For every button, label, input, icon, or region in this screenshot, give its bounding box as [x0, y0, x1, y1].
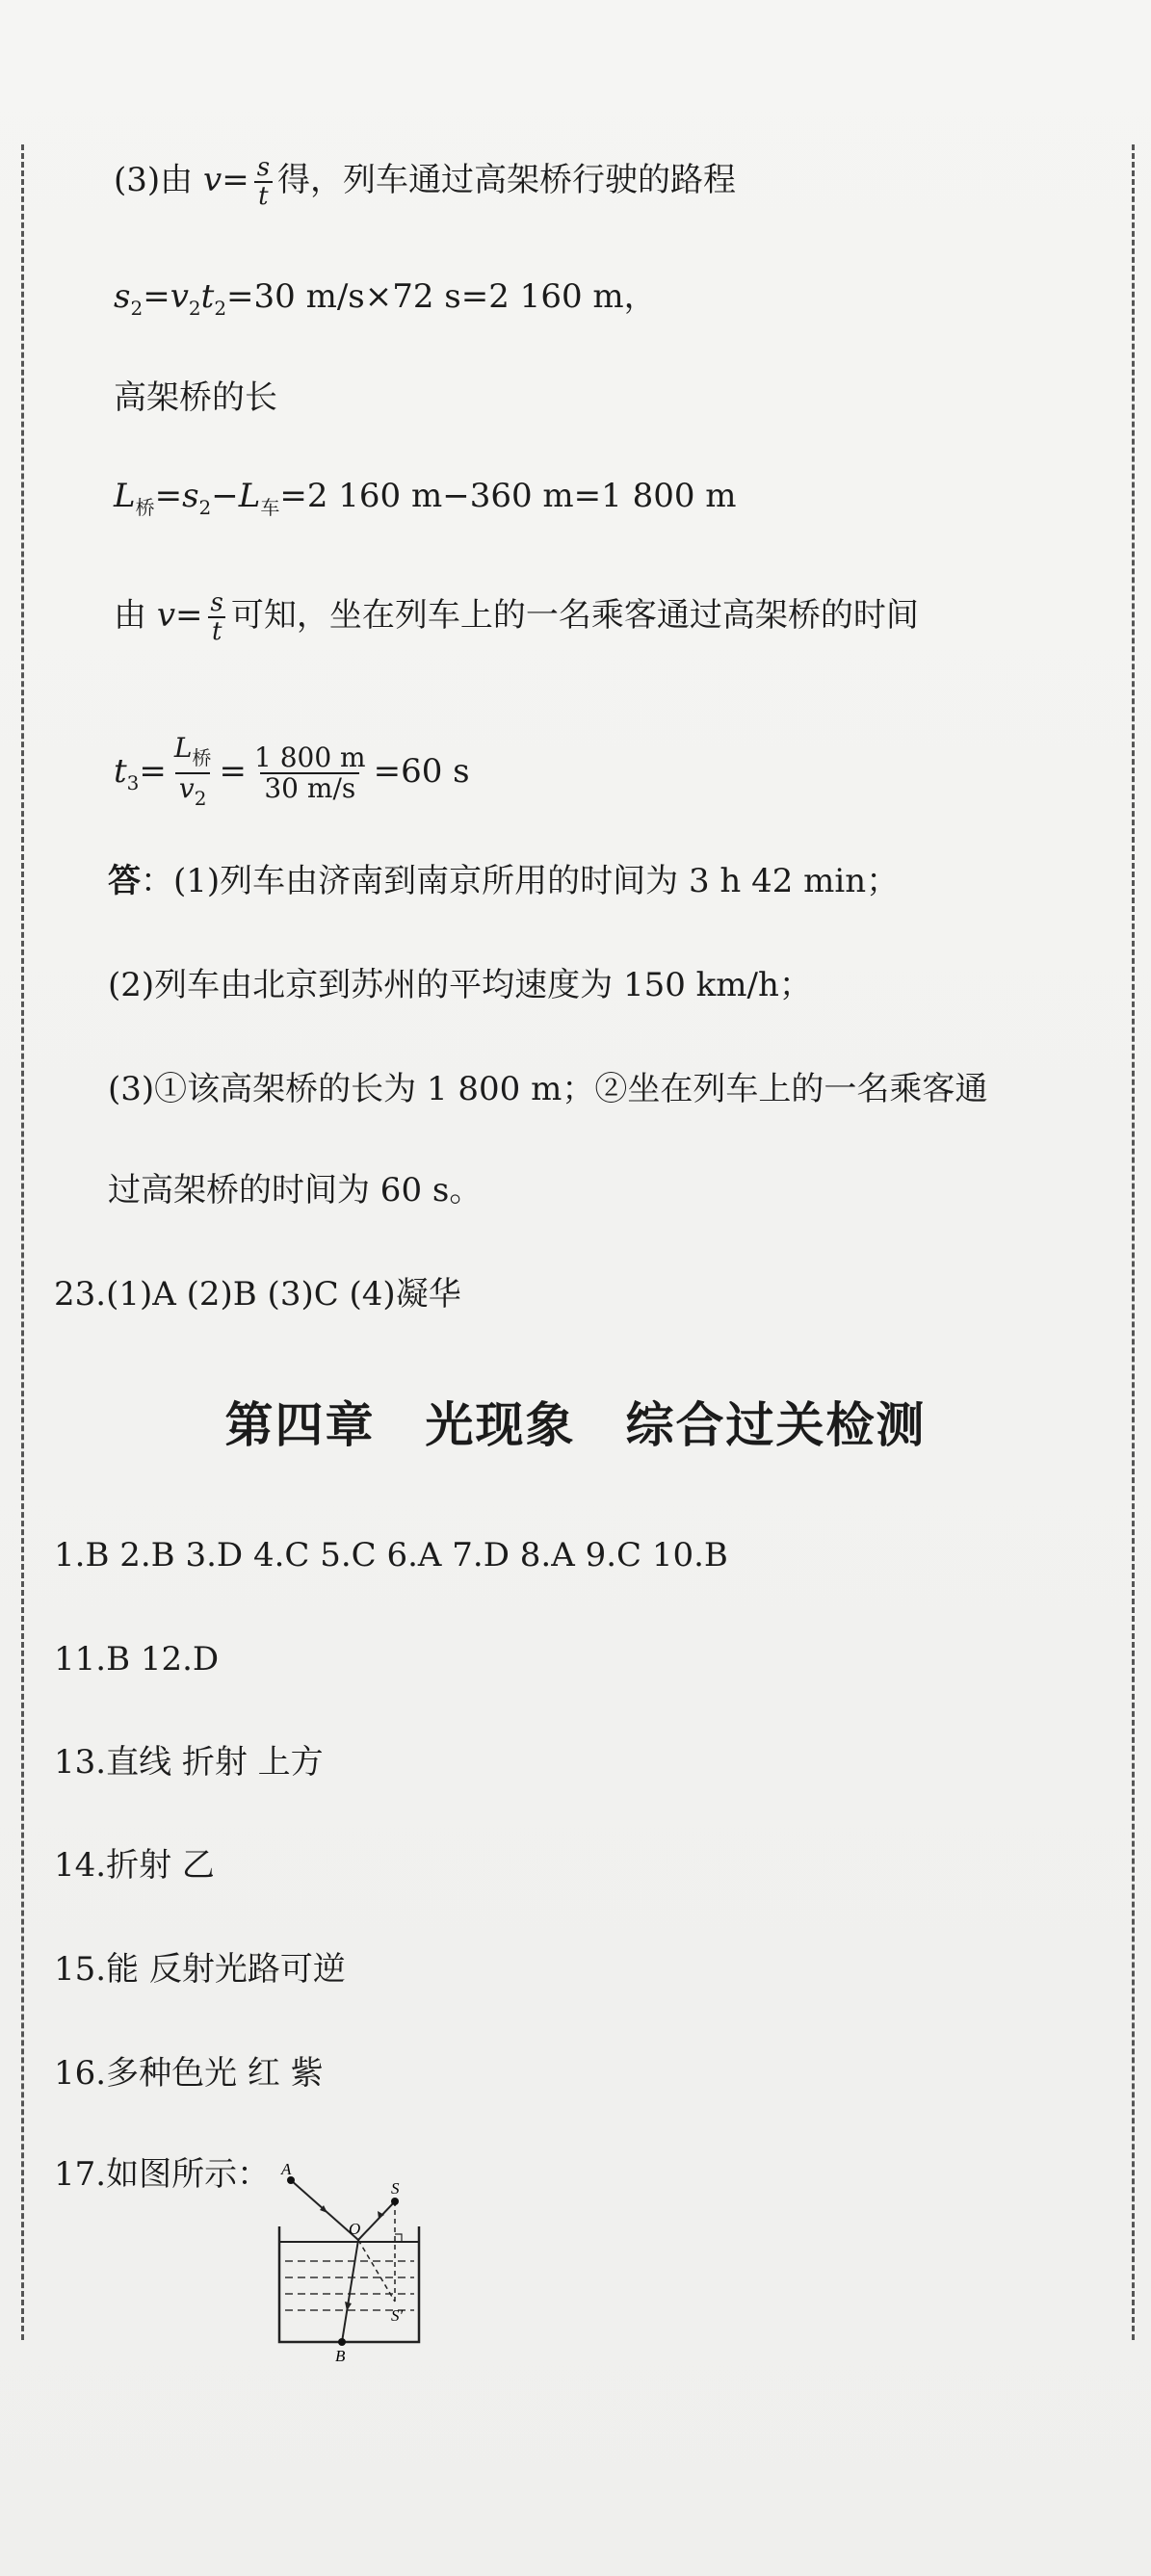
label-s-prime: S′	[391, 2306, 404, 2325]
right-dashed-border	[1132, 144, 1135, 2340]
var-v: v	[178, 772, 195, 804]
optics-diagram	[270, 2157, 453, 2365]
label-o: O	[349, 2220, 361, 2238]
numerator: s	[210, 588, 223, 617]
subscript: 2	[188, 297, 201, 320]
var-t: t	[200, 277, 215, 316]
answer-line-4: 过高架桥的时间为 60 s。	[108, 1171, 483, 1210]
subscript: 3	[126, 771, 140, 794]
answer-line-2: (2)列车由北京到苏州的平均速度为 150 km/h；	[108, 966, 812, 1004]
label-s: S	[391, 2179, 400, 2198]
equals: =	[175, 596, 203, 635]
answer-14: 14.折射 乙	[54, 1846, 215, 1885]
solution-line-6	[114, 734, 470, 813]
label-a: A	[281, 2160, 292, 2178]
chapter-title: 第四章 光现象 综合过关检测	[224, 1397, 927, 1453]
numerator: 1 800 m	[254, 742, 366, 773]
equals: =	[139, 752, 167, 791]
answer-16: 16.多种色光 红 紫	[54, 2054, 324, 2093]
text: 得，列车通过高架桥行驶的路程	[277, 161, 737, 199]
subscript: 车	[260, 496, 280, 519]
text: =2 160 m−360 m=1 800 m	[279, 477, 737, 515]
text: =30 m/s×72 s=2 160 m，	[226, 277, 657, 316]
numerator	[170, 734, 216, 772]
var-s: s	[182, 477, 199, 515]
answer-line-1	[108, 862, 899, 900]
fraction-numeric	[250, 743, 370, 803]
solution-line-5	[114, 589, 919, 645]
fraction-s-over-t	[253, 154, 274, 210]
equals: =	[143, 277, 170, 316]
fraction-L-over-v	[170, 734, 216, 813]
text: (3)由	[114, 161, 203, 199]
var-L: L	[238, 477, 261, 515]
question-23-answer: 23.(1)A (2)B (3)C (4)凝华	[54, 1275, 461, 1314]
solution-line-1	[114, 154, 736, 210]
point-s	[391, 2198, 399, 2205]
var-s: s	[114, 277, 131, 316]
numerator: s	[256, 153, 271, 182]
subscript: 2	[214, 297, 227, 320]
subscript: 2	[130, 297, 144, 320]
equals: =	[219, 752, 247, 791]
water-container	[279, 2226, 419, 2342]
water-hatching	[285, 2261, 414, 2310]
ray-o-to-b	[342, 2240, 358, 2342]
text: =60 s	[373, 752, 470, 791]
var-v: v	[202, 161, 222, 199]
equals: =	[154, 477, 183, 515]
ray-o-to-s	[358, 2201, 395, 2240]
answer-label: 答	[108, 862, 141, 900]
arrow-icon	[378, 2211, 384, 2219]
answer-13: 13.直线 折射 上方	[54, 1743, 324, 1782]
solution-line-4	[114, 477, 737, 527]
left-dashed-border	[21, 144, 24, 2340]
denominator: t	[254, 181, 272, 210]
solution-line-2	[114, 277, 657, 327]
var-v: v	[170, 277, 189, 316]
text: 由	[114, 596, 157, 635]
var-L: L	[114, 477, 136, 515]
equals: =	[222, 161, 249, 199]
denominator: t	[208, 616, 225, 645]
answer-15: 15.能 反射光路可逆	[54, 1950, 346, 1989]
label-b: B	[335, 2347, 346, 2365]
dashed-o-to-s-prime	[358, 2240, 395, 2302]
minus: −	[211, 477, 239, 515]
var-v: v	[156, 596, 176, 635]
answer-line-3: (3)①该高架桥的长为 1 800 m；②坐在列车上的一名乘客通	[108, 1070, 988, 1108]
answers-row-2: 11.B 12.D	[54, 1640, 220, 1678]
var-t: t	[114, 752, 127, 791]
subscript: 桥	[135, 496, 155, 519]
denominator: 30 m/s	[260, 772, 359, 803]
fraction-s-over-t	[207, 589, 227, 645]
answers-row-1: 1.B 2.B 3.D 4.C 5.C 6.A 7.D 8.A 9.C 10.B	[54, 1536, 728, 1574]
subscript: 桥	[192, 746, 212, 769]
subscript: 2	[194, 787, 207, 810]
text: 可知，坐在列车上的一名乘客通过高架桥的时间	[230, 596, 919, 635]
denominator	[175, 772, 211, 813]
text: ：(1)列车由济南到南京所用的时间为 3 h 42 min；	[141, 862, 900, 900]
point-b	[338, 2338, 346, 2346]
subscript: 2	[198, 496, 212, 519]
answer-17: 17.如图所示：	[54, 2155, 271, 2194]
solution-line-3: 高架桥的长	[114, 378, 277, 417]
var-L: L	[173, 732, 193, 764]
right-angle-mark	[395, 2234, 402, 2242]
